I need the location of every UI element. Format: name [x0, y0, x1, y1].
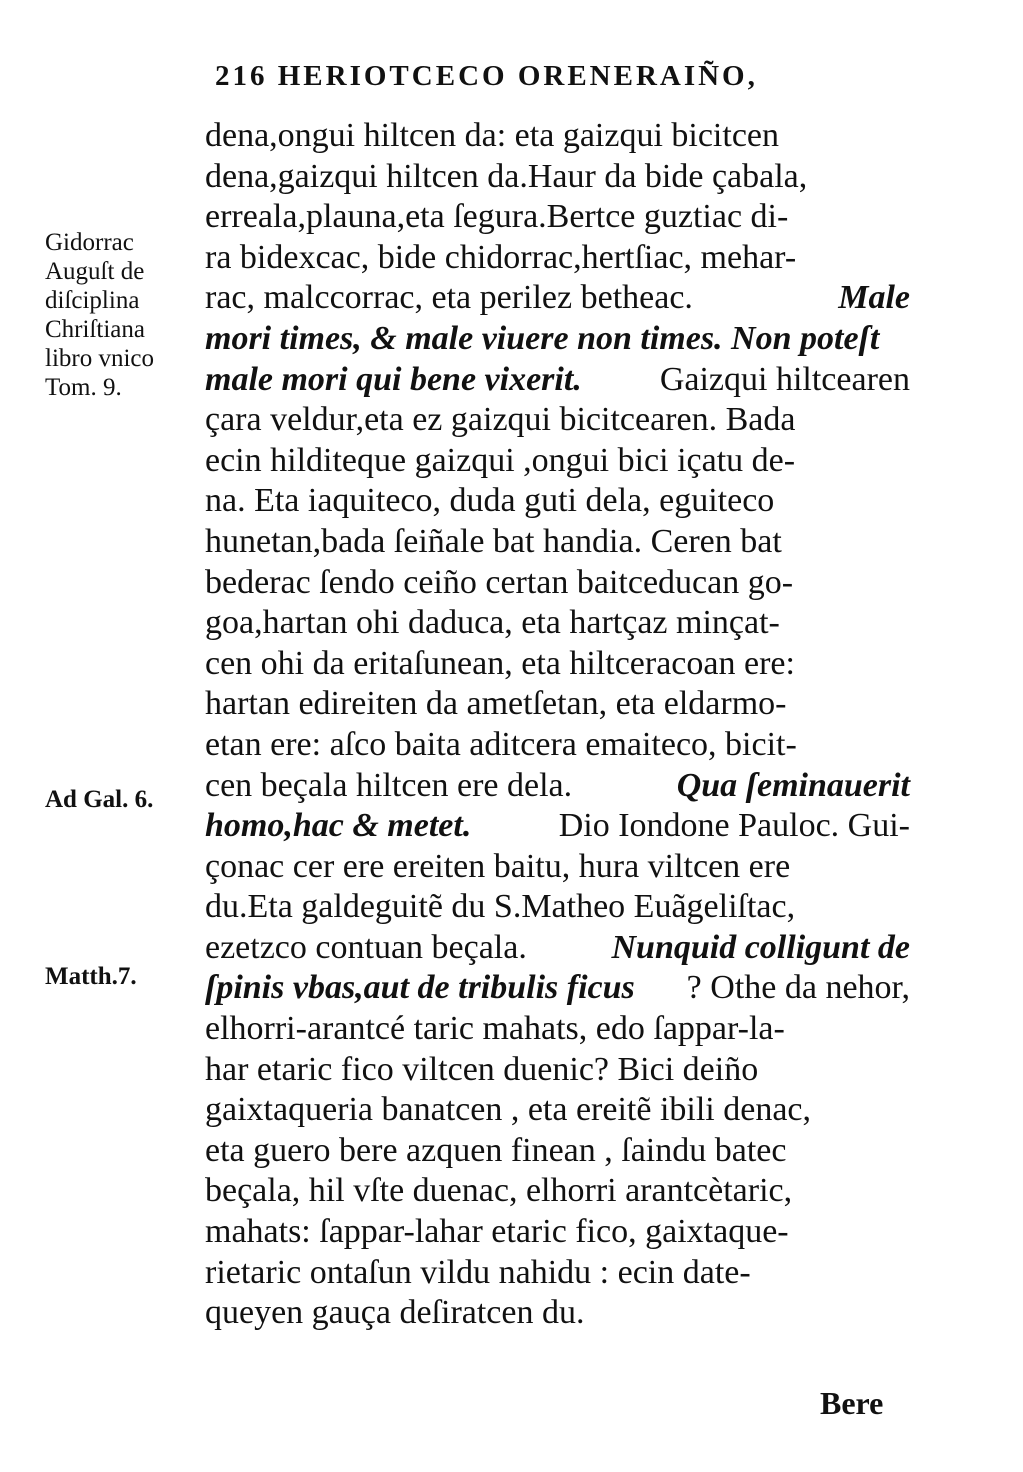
margin-note — [45, 785, 205, 814]
margin-note-line: Ad Gal. 6. — [45, 786, 154, 813]
text-line — [205, 766, 910, 807]
text-line — [205, 644, 910, 685]
text-segment: etan ere: aſco baita aditcera emaiteco, bicit- — [205, 725, 797, 763]
text-segment: ecin hilditeque gaizqui ,ongui bici içatu de- — [205, 441, 796, 479]
text-segment: ra bidexcac, bide chidorrac,hertſiac, mehar- — [205, 238, 797, 276]
latin-quote: Nunquid colligunt de — [611, 928, 910, 966]
text-segment: na. Eta iaquiteco, duda guti dela, eguiteco — [205, 482, 775, 520]
text-line — [205, 563, 910, 604]
latin-quote: ſpinis vbas,aut de tribulis ficus — [205, 969, 635, 1007]
text-line — [205, 400, 910, 441]
text-segment: ezetzco contuan beçala. — [205, 928, 527, 966]
margin-note — [45, 962, 205, 991]
text-line — [205, 1212, 910, 1253]
text-line — [205, 806, 910, 847]
text-line — [205, 1050, 910, 1091]
latin-quote: Male — [838, 279, 910, 317]
text-segment: du.Eta galdeguitẽ du S.Matheo Euãgeliſtac, — [205, 888, 796, 926]
text-line — [205, 1009, 910, 1050]
text-line — [205, 1090, 910, 1131]
text-segment: elhorri-arantcé taric mahats, edo ſappar-la- — [205, 1010, 785, 1048]
margin-notes — [0, 0, 200, 1472]
text-segment: dena,ongui hiltcen da: eta gaizqui bicitcen — [205, 117, 779, 154]
margin-note — [45, 228, 205, 402]
latin-quote: mori times, & male viuere non times. Non poteſt — [205, 319, 880, 357]
margin-note-line: Gidorrac — [45, 229, 134, 256]
text-line — [205, 887, 910, 928]
margin-note-line: Matth.7. — [45, 963, 137, 990]
latin-quote: homo,hac & metet. — [205, 807, 472, 845]
text-segment: rietaric ontaſun vildu nahidu : ecin date- — [205, 1253, 751, 1291]
text-segment: erreala,plauna,eta ſegura.Bertce guztiac di- — [205, 198, 789, 236]
text-segment: Gaizqui hiltcearen — [659, 360, 910, 398]
latin-quote: Qua ſeminauerit — [676, 766, 910, 804]
text-line — [205, 481, 910, 522]
margin-note-line: Auguſt de — [45, 258, 145, 285]
text-segment: Dio Iondone Pauloc. Gui- — [558, 807, 910, 845]
catchword: Bere — [820, 1385, 884, 1421]
text-line — [205, 441, 910, 482]
text-line — [205, 522, 910, 563]
text-line — [205, 847, 910, 888]
margin-note-line: Chriſtiana — [45, 316, 145, 343]
text-segment: queyen gauça deſiratcen du. — [205, 1294, 585, 1332]
text-segment: cen beçala hiltcen ere dela. — [205, 766, 573, 804]
text-line — [205, 603, 910, 644]
text-segment: çara veldur,eta ez gaizqui bicitcearen. Bada — [205, 401, 796, 439]
text-segment: beçala, hil vſte duenac, elhorri arantcètaric, — [205, 1172, 793, 1210]
text-line — [205, 116, 910, 157]
margin-note-line: Tom. 9. — [45, 374, 122, 401]
text-segment: rac, malccorrac, eta perilez betheac. — [205, 279, 693, 317]
text-segment: çonac cer ere ereiten baitu, hura viltcen ere — [205, 847, 791, 885]
text-line — [205, 968, 910, 1009]
text-segment: goa,hartan ohi daduca, eta hartçaz minçat- — [205, 604, 780, 642]
text-line — [205, 1131, 910, 1172]
running-head: 216 HERIOTCECO ORENERAIÑO, — [215, 60, 758, 92]
margin-note-line: diſciplina — [45, 287, 140, 314]
text-segment: hartan edireiten da ametſetan, eta eldarmo- — [205, 685, 787, 723]
text-segment: gaixtaqueria banatcen , eta ereitẽ ibili denac, — [205, 1091, 812, 1129]
text-line — [205, 1293, 910, 1334]
text-segment: mahats: ſappar-lahar etaric fico, gaixtaque- — [205, 1213, 789, 1251]
text-segment: ? Othe da nehor, — [686, 969, 910, 1007]
text-segment: eta guero bere azquen finean , ſaindu batec — [205, 1131, 787, 1169]
text-segment: cen ohi da eritaſunean, eta hiltceracoan ere: — [205, 644, 795, 682]
text-line — [205, 238, 910, 279]
text-line — [205, 360, 910, 401]
text-segment: hunetan,bada ſeiñale bat handia. Ceren bat — [205, 522, 782, 560]
text-line — [205, 197, 910, 238]
text-segment: bederac ſendo ceiño certan baitceducan go- — [205, 563, 794, 601]
latin-quote: male mori qui bene vixerit. — [205, 360, 582, 398]
body-text — [205, 116, 910, 1334]
text-segment: dena,gaizqui hiltcen da.Haur da bide çabala, — [205, 157, 808, 195]
text-line — [205, 319, 910, 360]
text-line — [205, 928, 910, 969]
text-line — [205, 684, 910, 725]
text-line — [205, 1253, 910, 1294]
text-line — [205, 157, 910, 198]
text-line — [205, 278, 910, 319]
text-line — [205, 1171, 910, 1212]
text-line — [205, 725, 910, 766]
text-segment: har etaric fico viltcen duenic? Bici deiño — [205, 1050, 759, 1088]
margin-note-line: libro vnico — [45, 345, 155, 372]
